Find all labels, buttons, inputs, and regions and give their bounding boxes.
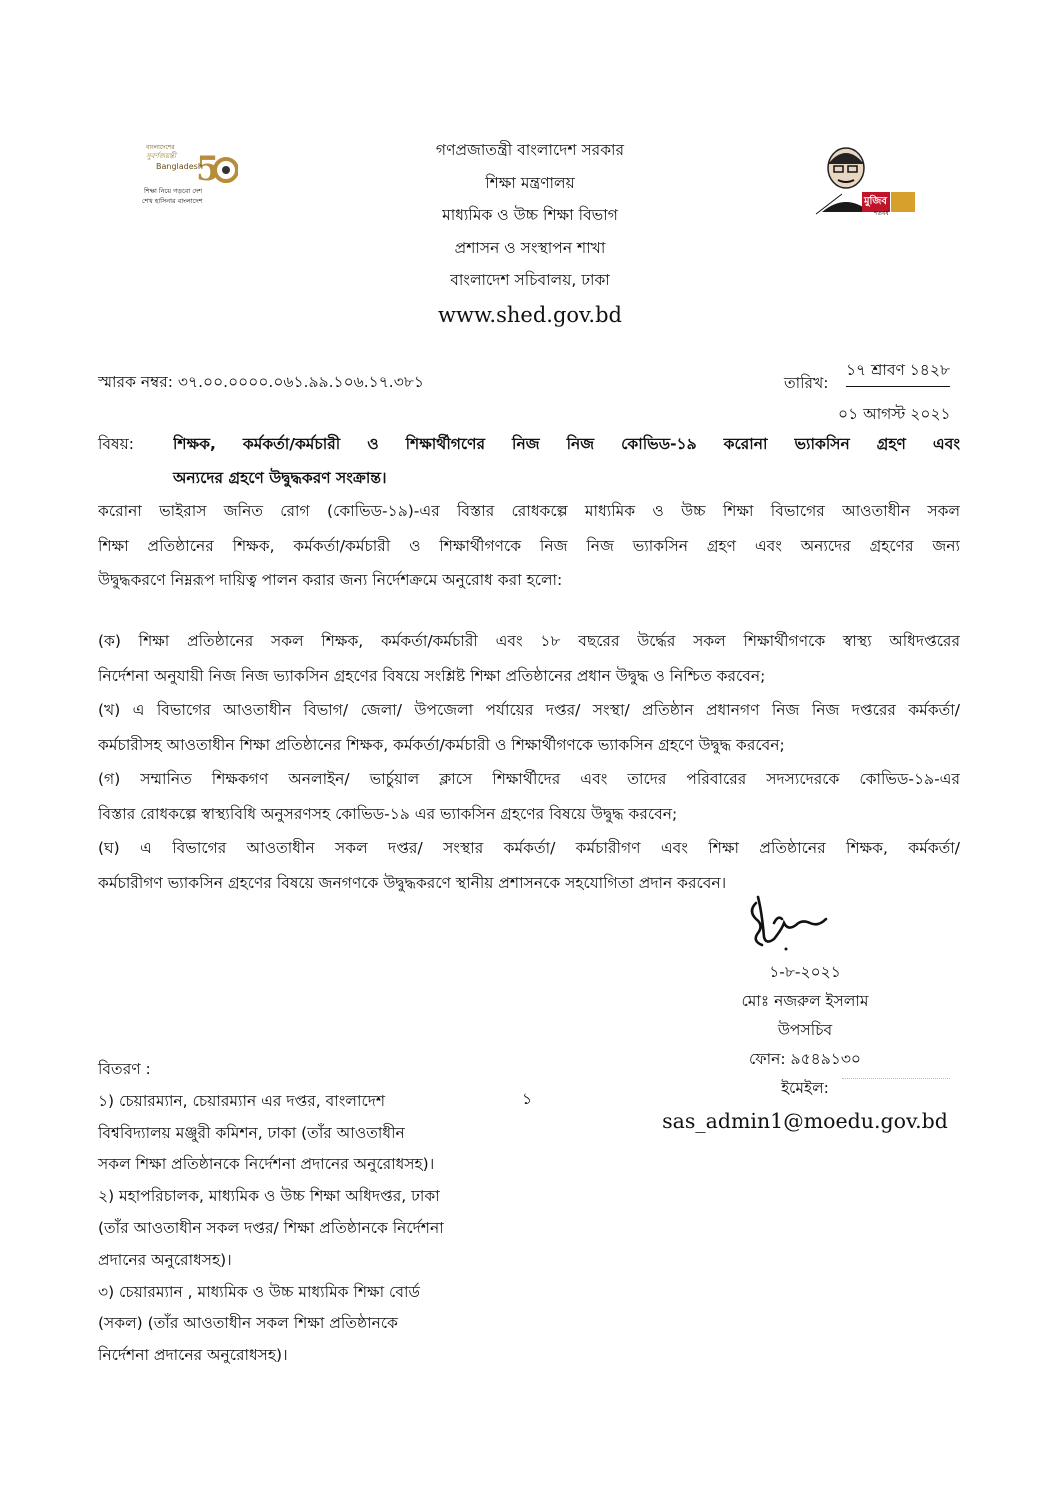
mujib-borsho-logo <box>812 142 922 220</box>
header-branch: প্রশাসন ও সংস্থাপন শাখা <box>454 238 606 257</box>
distribution-line: নির্দেশনা প্রদানের অনুরোধসহ)। <box>98 1346 288 1365</box>
distribution-line: বিশ্ববিদ্যালয় মঞ্জুরী কমিশন, ঢাকা (তাঁর আওতাধীন <box>98 1123 405 1142</box>
signature-date: ১-৮-২০২১ <box>769 963 841 981</box>
distribution-line: (সকল) (তাঁর আওতাধীন সকল শিক্ষা প্রতিষ্ঠানকে <box>98 1314 398 1333</box>
distribution-line: প্রদানের অনুরোধসহ)। <box>98 1250 232 1269</box>
intro-line: উদ্বুদ্ধকরণে নিম্নরূপ দায়িত্ব পালন করার জন্য নির্দেশক্রমে অনুরোধ করা হলো: <box>98 571 563 589</box>
signatory-name: মোঃ নজরুল ইসলাম <box>741 992 869 1010</box>
svg-text:বাংলাদেশের: বাংলাদেশের <box>146 144 175 151</box>
distribution-line: (তাঁর আওতাধীন সকল দপ্তর/ শিক্ষা প্রতিষ্ঠানকে নির্দেশনা <box>98 1218 444 1237</box>
header-website[interactable]: www.shed.gov.bd <box>438 302 622 327</box>
distribution-line: ১) চেয়ারম্যান, চেয়ারম্যান এর দপ্তর, বাংলাদেশ <box>98 1091 386 1110</box>
date-label: তারিখ: <box>784 374 829 392</box>
header-address: বাংলাদেশ সচিবালয়, ঢাকা <box>450 271 610 289</box>
subject-label: বিষয়: <box>98 435 134 453</box>
distribution-title: বিতরণ : <box>98 1060 151 1078</box>
intro-paragraph <box>98 494 960 598</box>
memo-number <box>98 370 424 396</box>
logo-slogan-1: শিক্ষা নিয়ে গড়বো দেশ <box>144 187 203 195</box>
page-number: ১ <box>522 1090 533 1108</box>
point-ga-line-1: (গ) সম্মানিত শিক্ষকগণ অনলাইন/ ভার্চুয়াল ক্লাসে শিক্ষার্থীদের এবং তাদের পরিবারের সদস্যদেরকে কোভিড-১৯-এর <box>98 770 960 788</box>
signatory-designation: উপসচিব <box>777 1021 833 1039</box>
distribution-line: ২) মহাপরিচালক, মাধ্যমিক ও উচ্চ শিক্ষা অধিদপ্তর, ঢাকা <box>98 1187 440 1206</box>
point-ka-line-1: (ক) শিক্ষা প্রতিষ্ঠানের সকল শিক্ষক, কর্মকর্তা/কর্মচারী এবং ১৮ বছরের উর্দ্ধের সকল শিক্ষার্থীগণকে স্বাস্থ্য অধিদপ্তরের <box>98 632 960 650</box>
subject-line-1: শিক্ষক, কর্মকর্তা/কর্মচারী ও শিক্ষার্থীগণের নিজ নিজ কোভিড-১৯ করোনা ভ্যাকসিন গ্রহণ এবং <box>173 435 960 453</box>
bangladesh-50-logo <box>138 140 238 210</box>
distribution-list <box>98 1054 444 1372</box>
mujib-label: মুজিব <box>864 196 887 207</box>
signatory-phone: ফোন: ৯৫৪৯১৩০ <box>749 1050 861 1068</box>
logo-slogan-2: শেখ হাসিনার বাংলাদেশ <box>142 197 203 205</box>
point-kha-line-2: কর্মচারীসহ আওতাধীন শিক্ষা প্রতিষ্ঠানের শিক্ষক, কর্মকর্তা/কর্মচারী ও শিক্ষার্থীগণকে ভ্যাকসিন গ্রহণে উদ্বুদ্ধ করবেন; <box>98 735 785 754</box>
cut-off-artifact <box>842 1078 950 1082</box>
intro-line: শিক্ষা প্রতিষ্ঠানের শিক্ষক, কর্মকর্তা/কর্মচারী ও শিক্ষার্থীগণকে নিজ নিজ ভ্যাকসিন গ্রহণ এবং অন্যদের গ্রহণের জন্য <box>98 536 960 555</box>
point-kha-line-1: (খ) এ বিভাগের আওতাধীন বিভাগ/ জেলা/ উপজেলা পর্যায়ের দপ্তর/ সংস্থা/ প্রতিষ্ঠান প্রধানগণ নিজ নিজ দপ্তরের কর্মকর্তা/ <box>98 701 960 719</box>
logo-bangladesh-text: Bangladesh <box>156 162 203 171</box>
svg-text:সুবর্ণজয়ন্তী: সুবর্ণজয়ন্তী <box>146 152 176 160</box>
date-english: ০১ আগস্ট ২০২১ <box>838 405 951 423</box>
svg-text:5: 5 <box>196 149 220 189</box>
distribution-line: ৩) চেয়ারম্যান , মাধ্যমিক ও উচ্চ মাধ্যমিক শিক্ষা বোর্ড <box>98 1282 420 1301</box>
header-ministry: শিক্ষা মন্ত্রণালয় <box>485 173 575 192</box>
distribution-line: সকল শিক্ষা প্রতিষ্ঠানকে নির্দেশনা প্রদানের অনুরোধসহ)। <box>98 1155 435 1174</box>
handwritten-signature-icon <box>722 893 860 955</box>
signatory-email-label: ইমেইল: <box>781 1079 829 1097</box>
instruction-points <box>98 624 960 900</box>
signature-block <box>640 958 970 1139</box>
point-gha-line-2: কর্মচারীগণ ভ্যাকসিন গ্রহণের বিষয়ে জনগণকে উদ্বুদ্ধকরণে স্থানীয় প্রশাসনকে সহযোগিতা প্রদান করবেন। <box>98 873 727 892</box>
memo-number-value: ৩৭.০০.০০০০.০৬১.৯৯.১০৬.১৭.৩৮১ <box>177 373 424 391</box>
header-government: গণপ্রজাতন্ত্রী বাংলাদেশ সরকার <box>435 141 625 159</box>
point-ka-line-2: নির্দেশনা অনুযায়ী নিজ নিজ ভ্যাকসিন গ্রহণের বিষয়ে সংশ্লিষ্ট শিক্ষা প্রতিষ্ঠানের প্রধান উদ্বুদ্ধ ও নিশ্চিত করবেন; <box>98 666 766 685</box>
date-bangla: ১৭ শ্রাবণ ১৪২৮ <box>846 358 950 387</box>
point-ga-line-2: বিস্তার রোধকল্পে স্বাস্থ্যবিধি অনুসরণসহ কোভিড-১৯ এর ভ্যাকসিন গ্রহণের বিষয়ে উদ্বুদ্ধ করবেন; <box>98 804 678 823</box>
subject-line-2: অন্যদের গ্রহণে উদ্বুদ্ধকরণ সংক্রান্ত। <box>173 469 387 487</box>
memo-number-label: স্মারক নম্বর: <box>98 373 173 391</box>
intro-line: করোনা ভাইরাস জনিত রোগ (কোভিড-১৯)-এর বিস্তার রোধকল্পে মাধ্যমিক ও উচ্চ শিক্ষা বিভাগের আওতাধীন সকল <box>98 502 960 520</box>
signatory-email[interactable]: sas_admin1@moedu.gov.bd <box>662 1109 948 1133</box>
header-division: মাধ্যমিক ও উচ্চ শিক্ষা বিভাগ <box>442 206 618 224</box>
letterhead <box>320 134 740 333</box>
point-gha-line-1: (ঘ) এ বিভাগের আওতাধীন সকল দপ্তর/ সংস্থার কর্মকর্তা/ কর্মচারীগণ এবং শিক্ষা প্রতিষ্ঠানের শিক্ষক, কর্মকর্তা/ <box>98 839 960 857</box>
signature-image <box>722 893 860 955</box>
borsho-label: শতবর্ষ <box>874 210 889 217</box>
